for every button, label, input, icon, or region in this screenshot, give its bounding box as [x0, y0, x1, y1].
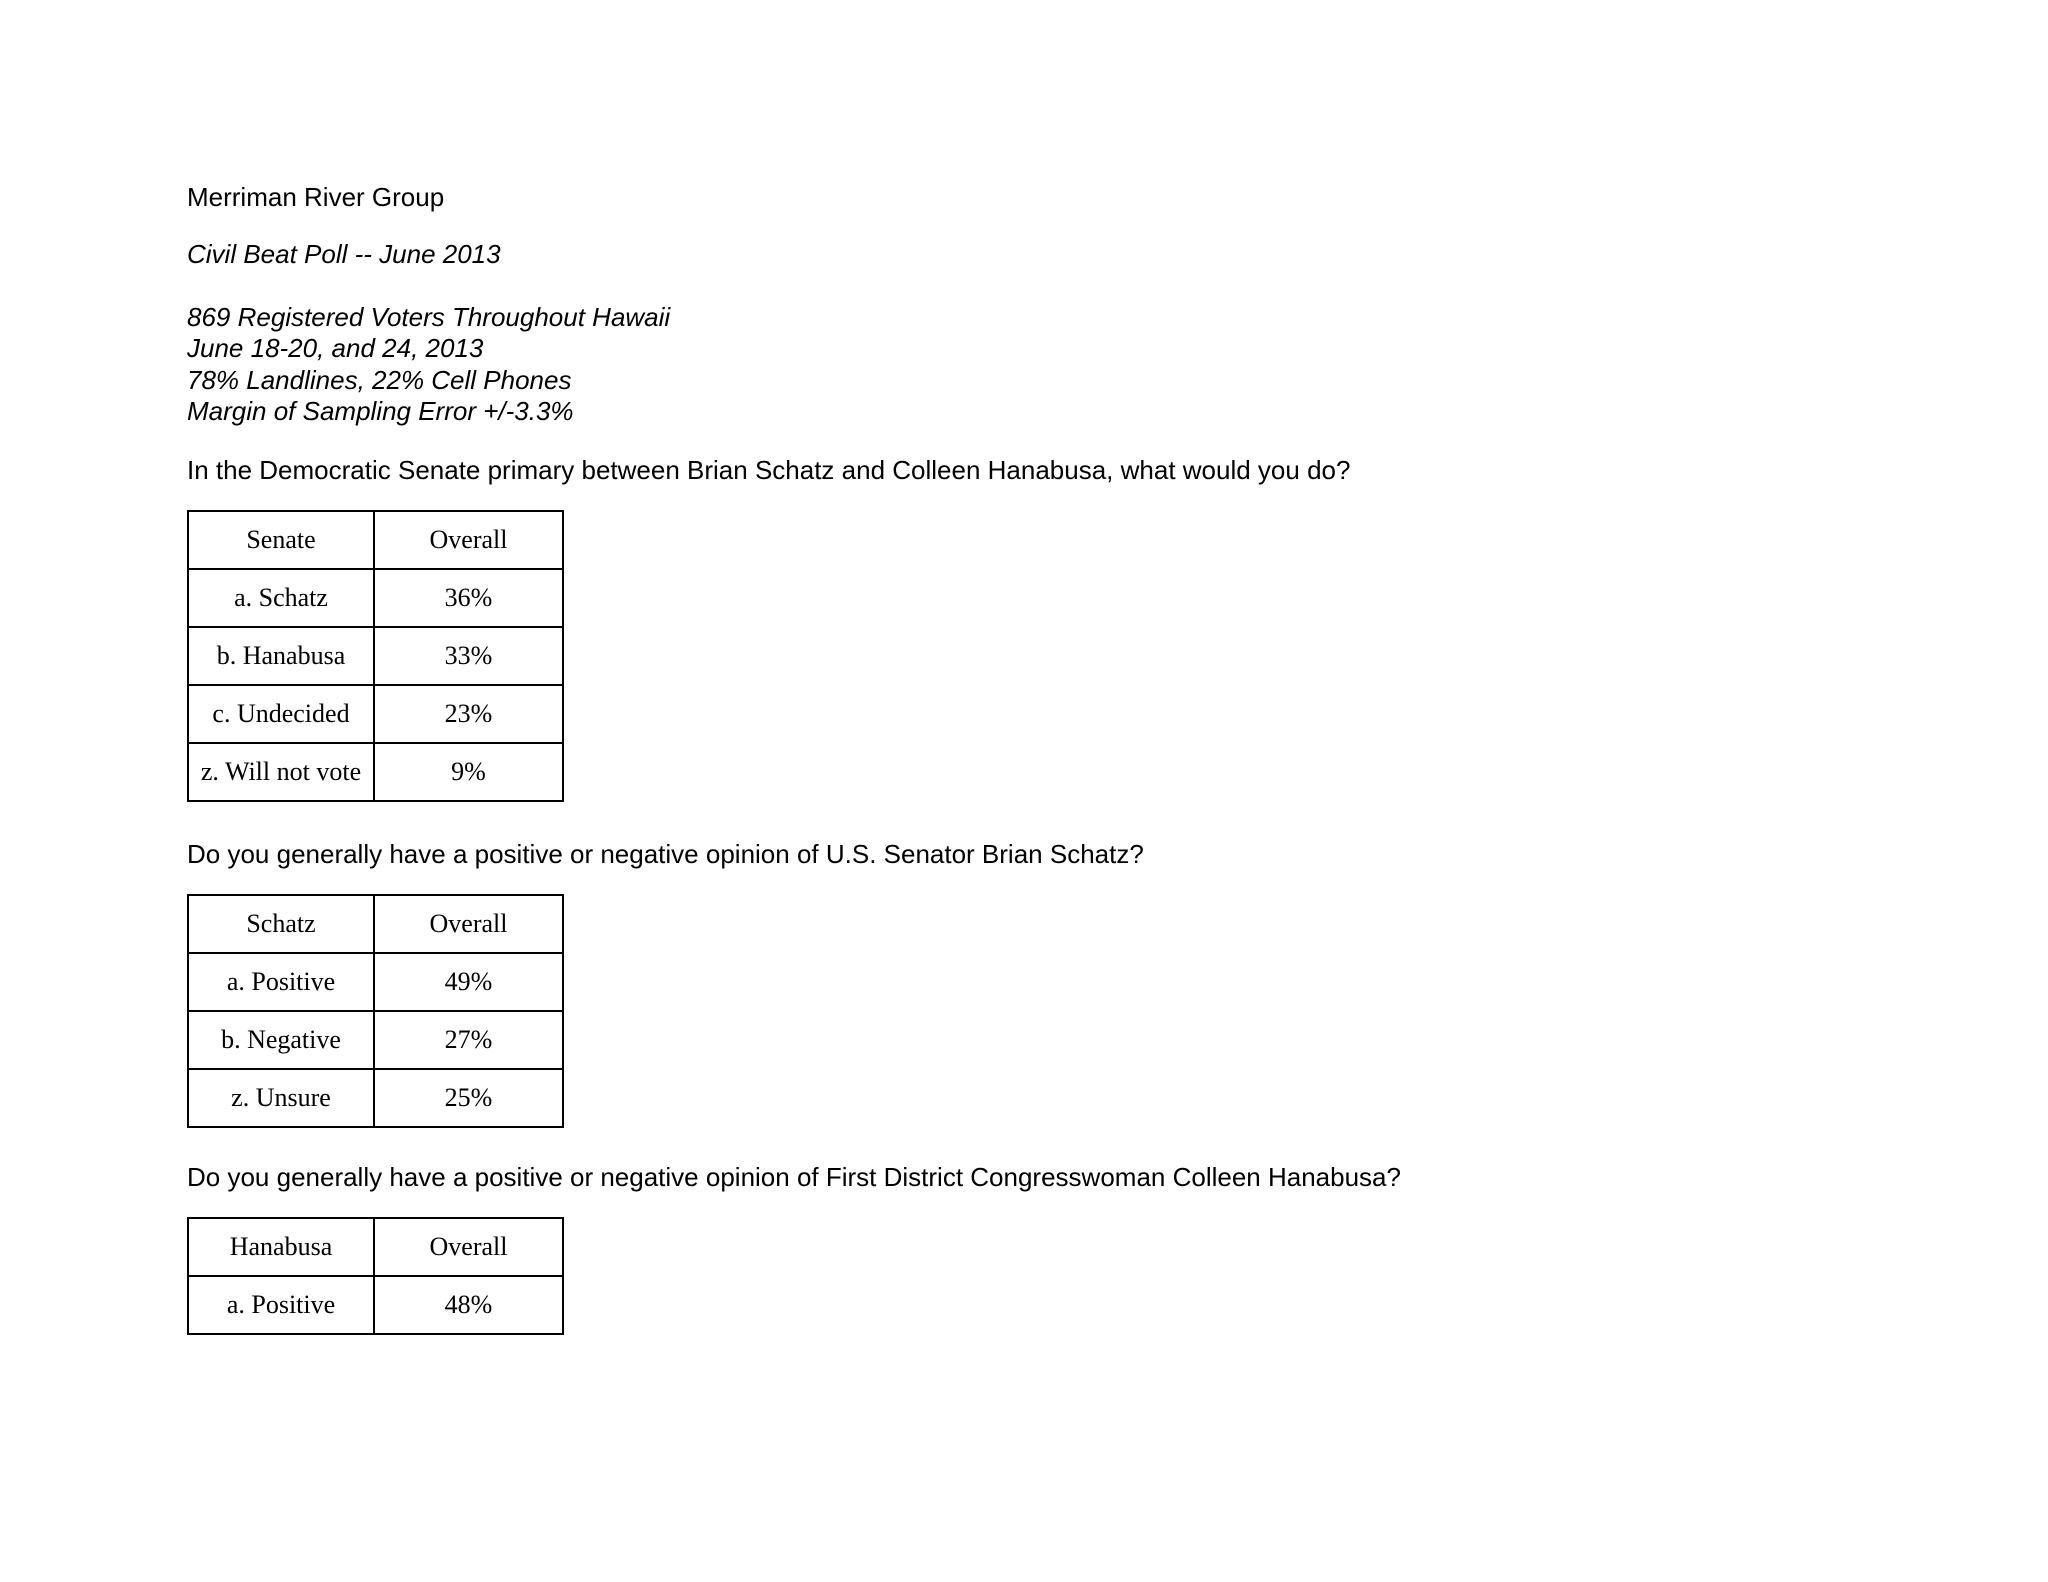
schatz-opinion-table [187, 894, 564, 1128]
table-header-row [188, 895, 563, 953]
table-row [188, 627, 563, 685]
senate-primary-table [187, 510, 564, 802]
table-header-cell: Hanabusa [188, 1218, 374, 1276]
table-header-cell: Overall [374, 895, 563, 953]
question-hanabusa-opinion: Do you generally have a positive or negative opinion of First District Congresswoman Colleen Hanabusa? [187, 1162, 1401, 1192]
organization-name: Merriman River Group [187, 182, 445, 212]
table-row [188, 743, 563, 801]
hanabusa-opinion-table [187, 1217, 564, 1335]
table-row [188, 953, 563, 1011]
table-header-row [188, 1218, 563, 1276]
table-header-cell: Overall [374, 1218, 563, 1276]
table-cell-label: z. Will not vote [188, 743, 374, 801]
table-cell-value: 48% [374, 1276, 563, 1334]
methodology-dates: June 18-20, and 24, 2013 [187, 333, 484, 364]
table-header-cell: Overall [374, 511, 563, 569]
table-cell-value: 27% [374, 1011, 563, 1069]
table-cell-value: 23% [374, 685, 563, 743]
table-row [188, 569, 563, 627]
table-cell-value: 49% [374, 953, 563, 1011]
table-cell-value: 33% [374, 627, 563, 685]
methodology-phones: 78% Landlines, 22% Cell Phones [187, 364, 572, 395]
table-cell-label: b. Negative [188, 1011, 374, 1069]
question-schatz-opinion: Do you generally have a positive or negative opinion of U.S. Senator Brian Schatz? [187, 839, 1144, 869]
table-header-cell: Senate [188, 511, 374, 569]
table-cell-label: a. Positive [188, 953, 374, 1011]
table-row [188, 1276, 563, 1334]
table-cell-label: b. Hanabusa [188, 627, 374, 685]
poll-title: Civil Beat Poll -- June 2013 [187, 239, 501, 269]
table-cell-label: z. Unsure [188, 1069, 374, 1127]
table-cell-label: a. Positive [188, 1276, 374, 1334]
table-cell-value: 36% [374, 569, 563, 627]
methodology-block [187, 302, 670, 427]
table-cell-label: c. Undecided [188, 685, 374, 743]
table-row [188, 685, 563, 743]
table-header-cell: Schatz [188, 895, 374, 953]
methodology-sample: 869 Registered Voters Throughout Hawaii [187, 302, 671, 332]
table-cell-value: 25% [374, 1069, 563, 1127]
table-cell-label: a. Schatz [188, 569, 374, 627]
table-cell-value: 9% [374, 743, 563, 801]
methodology-margin: Margin of Sampling Error +/-3.3% [187, 395, 574, 426]
table-row [188, 1069, 563, 1127]
question-senate-primary: In the Democratic Senate primary between Brian Schatz and Colleen Hanabusa, what would you do? [187, 455, 1351, 485]
table-row [188, 1011, 563, 1069]
table-header-row [188, 511, 563, 569]
